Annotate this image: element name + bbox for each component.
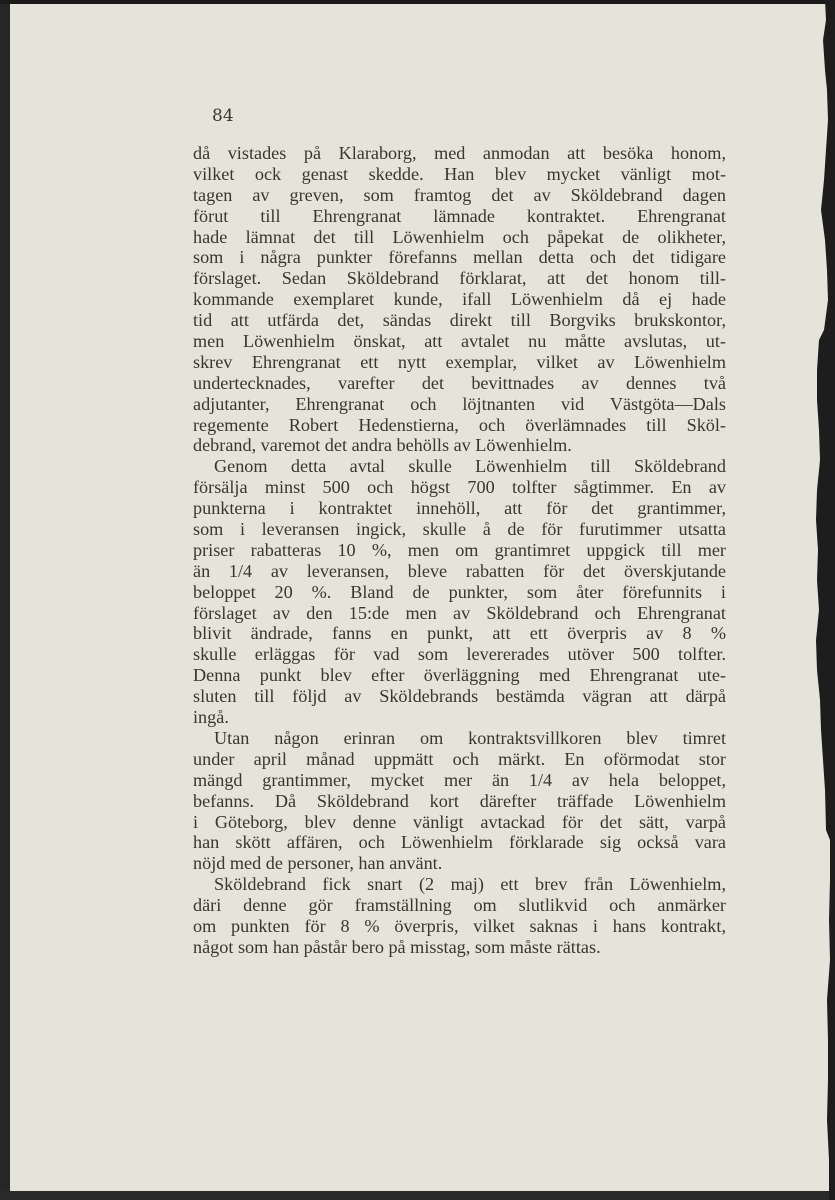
text-line: tid att utfärda det, sändas direkt till Borgviks brukskontor, xyxy=(193,310,726,331)
text-line: förut till Ehrengranat lämnade kontraktet. Ehrengranat xyxy=(193,205,726,226)
scan-border-bottom xyxy=(0,1191,835,1200)
text-line: då vistades på Klaraborg, med anmodan att besöka honom, xyxy=(193,143,726,163)
torn-page-edge xyxy=(811,0,835,1200)
text-line: blivit ändrade, fanns en punkt, att ett överpris av 8 % xyxy=(193,623,726,644)
text-line: Utan någon erinran om kontraktsvillkoren blev timret xyxy=(214,727,726,748)
text-line: skulle erläggas för vad som levererades utöver 500 tolfter. xyxy=(193,644,726,665)
text-line: mängd grantimmer, mycket mer än 1/4 av hela beloppet, xyxy=(193,769,726,790)
text-line: han skött affären, och Löwenhielm förklarade sig också vara xyxy=(193,832,726,853)
text-line: skrev Ehrengranat ett nytt exemplar, vilket av Löwenhielm xyxy=(193,351,726,372)
paragraph xyxy=(193,728,726,874)
text-line: Denna punkt blev efter överläggning med Ehrengranat ute- xyxy=(193,665,726,686)
text-line: som i några punkter förefanns mellan detta och det tidigare xyxy=(193,247,726,268)
text-line: tagen av greven, som framtog det av Sköldebrand dagen xyxy=(193,184,726,205)
text-line: debrand, varemot det andra behölls av Löwenhielm. xyxy=(193,435,572,456)
text-line: något som han påstår bero på misstag, som måste rättas. xyxy=(193,936,601,957)
text-line: om punkten för 8 % överpris, vilket saknas i hans kontrakt, xyxy=(193,915,726,936)
text-line: däri denne gör framställning om slutlikvid och anmärker xyxy=(193,895,726,916)
text-line: befanns. Då Sköldebrand kort därefter träffade Löwenhielm xyxy=(193,790,726,811)
text-line: Sköldebrand fick snart (2 maj) ett brev från Löwenhielm, xyxy=(214,874,726,895)
text-line: nöjd med de personer, han använt. xyxy=(193,853,443,874)
body-text xyxy=(193,143,726,958)
text-line: försälja minst 500 och högst 700 tolfter sågtimmer. En av xyxy=(193,477,726,498)
paragraph xyxy=(193,456,726,728)
paragraph xyxy=(193,874,726,958)
text-line: hade lämnat det till Löwenhielm och påpekat de olikheter, xyxy=(193,226,726,247)
text-line: undertecknades, varefter det bevittnades av dennes två xyxy=(193,372,726,393)
text-line: beloppet 20 %. Bland de punkter, som åter förefunnits i xyxy=(193,581,726,602)
text-line: kommande exemplaret kunde, ifall Löwenhielm då ej hade xyxy=(193,289,726,310)
text-line: priser rabatteras 10 %, men om grantimret uppgick till mer xyxy=(193,539,726,560)
text-line: vilket ock genast skedde. Han blev mycket vänligt mot- xyxy=(193,163,726,184)
scan-border-left xyxy=(0,0,10,1200)
text-line: förslaget av den 15:de men av Sköldebrand och Ehrengranat xyxy=(193,602,726,623)
text-line: än 1/4 av leveransen, bleve rabatten för det överskjutande xyxy=(193,560,726,581)
text-line: adjutanter, Ehrengranat och löjtnanten vid Västgöta—Dals xyxy=(193,393,726,414)
page-number: 84 xyxy=(212,106,234,126)
text-line: under april månad uppmätt och märkt. En oförmodat stor xyxy=(193,748,726,769)
text-line: punkterna i kontraktet innehöll, att för det grantimmer, xyxy=(193,498,726,519)
text-line: ingå. xyxy=(193,707,229,728)
text-line: sluten till följd av Sköldebrands bestämda vägran att därpå xyxy=(193,686,726,707)
text-line: i Göteborg, blev denne vänligt avtackad för det sätt, varpå xyxy=(193,811,726,832)
text-line: regemente Robert Hedenstierna, och överlämnades till Sköl- xyxy=(193,414,726,435)
paragraph xyxy=(193,143,726,456)
text-line: förslaget. Sedan Sköldebrand förklarat, att det honom till- xyxy=(193,268,726,289)
text-line: som i leveransen ingick, skulle å de för furutimmer utsatta xyxy=(193,519,726,540)
text-line: Genom detta avtal skulle Löwenhielm till Sköldebrand xyxy=(214,456,726,477)
text-line: men Löwenhielm önskat, att avtalet nu måtte avslutas, ut- xyxy=(193,331,726,352)
